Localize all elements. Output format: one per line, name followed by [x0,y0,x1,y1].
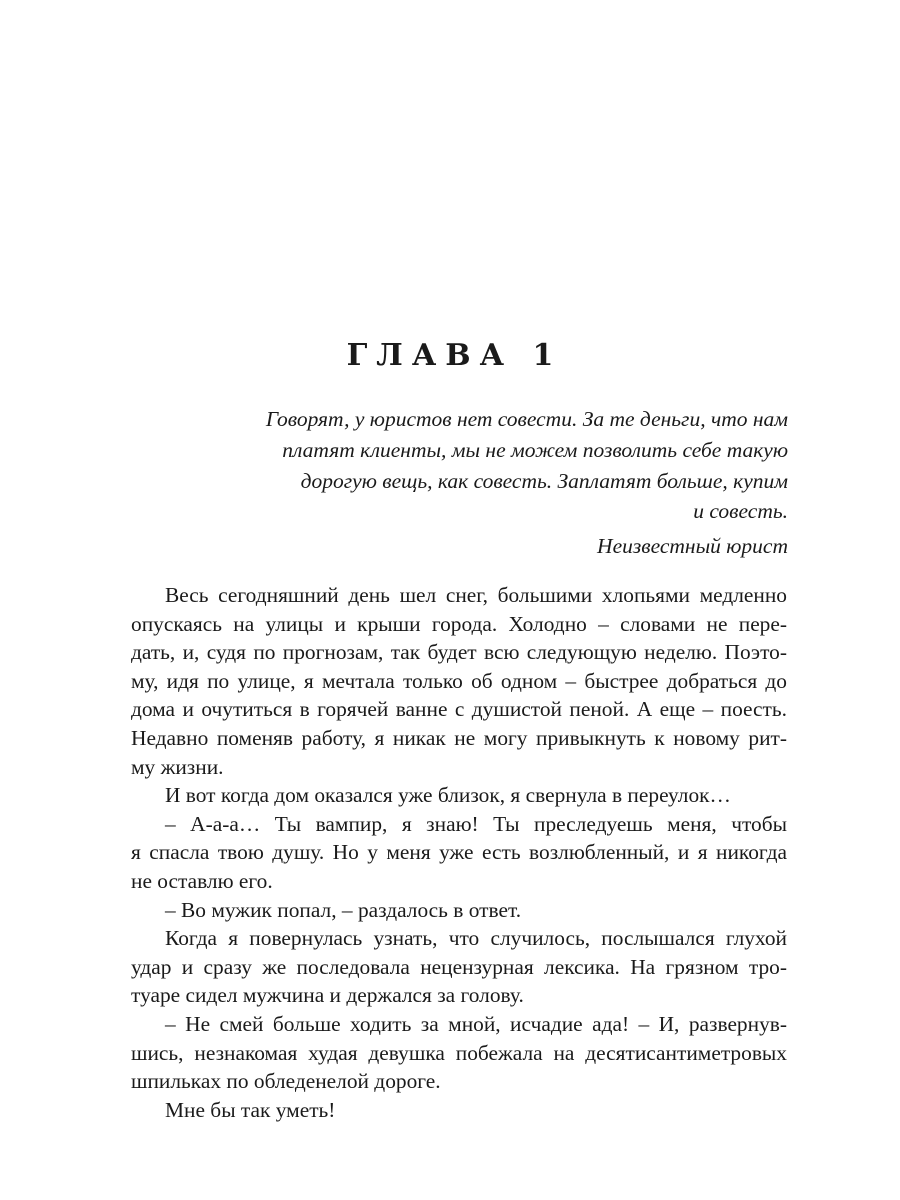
text-line: дать, и, судя по прогнозам, так будет всю следующую неделю. Поэто- [131,640,787,665]
text-line: Мне бы так уметь! [165,1097,336,1122]
text-line: опускаясь на улицы и крыши города. Холодно – словами не пере- [131,611,787,636]
text-line: Недавно поменяв работу, я никак не могу привыкнуть к новому рит- [131,725,787,750]
text-line: му жизни. [131,754,224,779]
text-line: дома и очутиться в горячей ванне с душистой пеной. А еще – поесть. [131,697,787,722]
epigraph-line: платят клиенты, мы не можем позволить себе такую [282,437,788,462]
text-line: И вот когда дом оказался уже близок, я свернула в переулок… [165,783,731,808]
text-line: – Не смей больше ходить за мной, исчадие ада! – И, развернув- [165,1011,787,1036]
chapter-title: ГЛАВА 1 [346,338,563,373]
text-line: не оставлю его. [131,868,273,893]
text-line: туаре сидел мужчина и держался за голову. [131,983,524,1008]
text-line: Когда я повернулась узнать, что случилось, послышался глухой [165,926,787,951]
text-line: шись, незнакомая худая девушка побежала на десятисантиметровых [131,1040,787,1065]
text-line: – Во мужик попал, – раздалось в ответ. [165,897,522,922]
text-line: – А-а-а… Ты вампир, я знаю! Ты преследуешь меня, чтобы [165,811,787,836]
text-line: Весь сегодняшний день шел снег, большими хлопьями медленно [165,583,787,607]
epigraph-line: дорогую вещь, как совесть. Заплатят больше, купим [300,468,788,493]
text-line: удар и сразу же последовала нецензурная лексика. На грязном тро- [131,954,787,979]
epigraph [218,404,788,562]
text-line: шпильках по обледенелой дороге. [131,1069,441,1094]
text-line: му, идя по улице, я мечтала только об одном – быстрее добраться до [131,668,787,693]
text-line: я спасла твою душу. Но у меня уже есть возлюбленный, и я никогда [131,840,787,865]
body-text [131,581,787,1124]
epigraph-line: Говорят, у юристов нет совести. За те деньги, что нам [265,407,788,431]
epigraph-line: и совесть. [693,499,788,524]
epigraph-author: Неизвестный юрист [597,534,788,559]
